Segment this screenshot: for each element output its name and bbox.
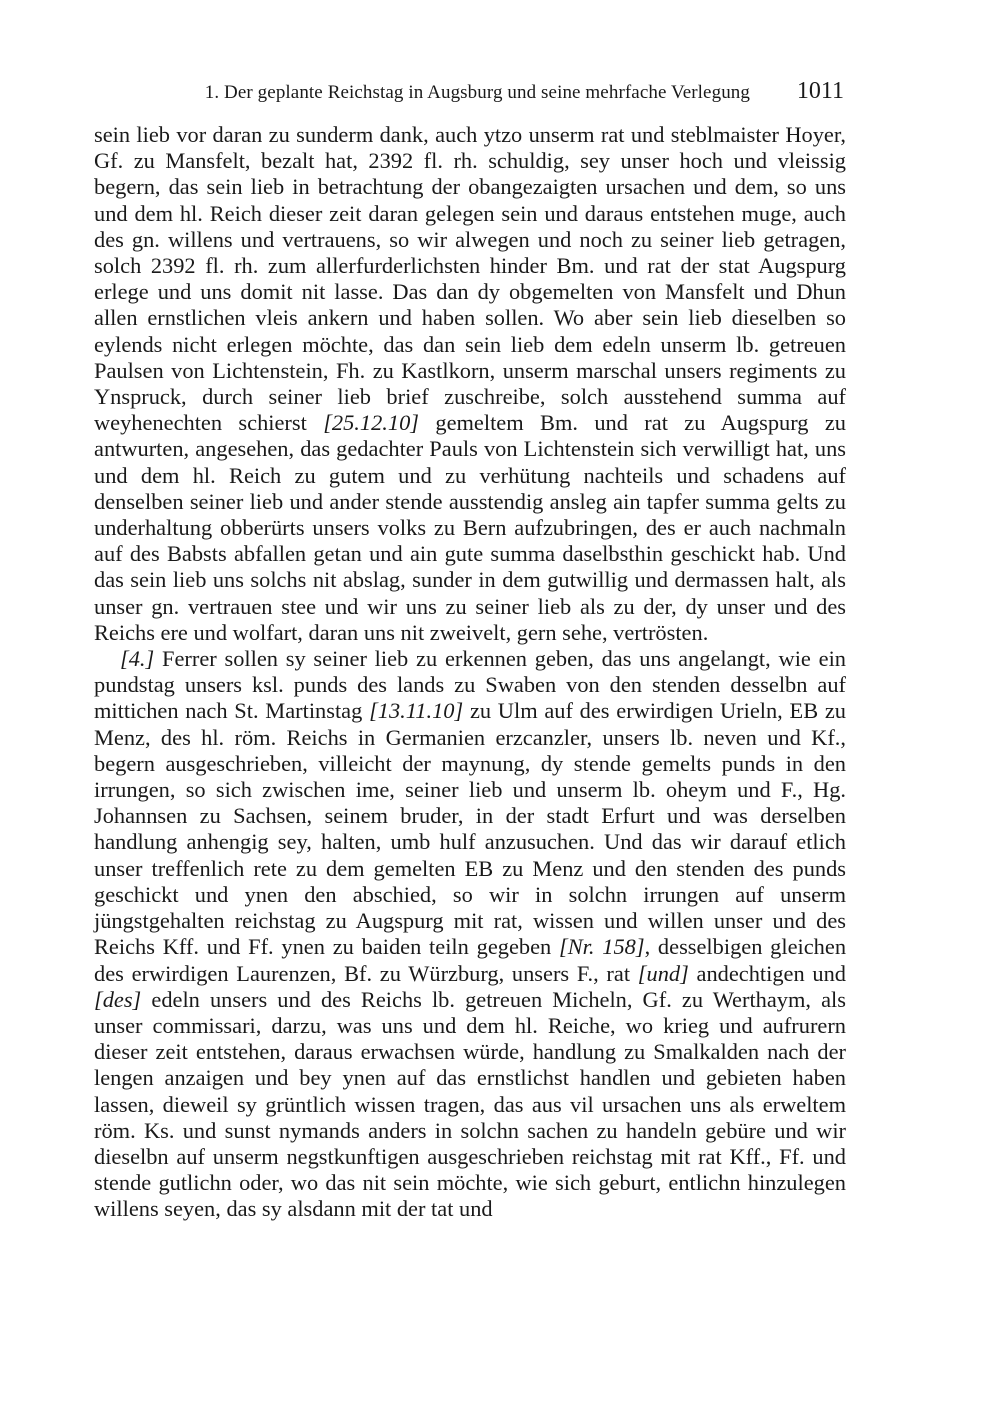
editorial-insertion: [und] — [637, 960, 689, 986]
text-run: sein lieb vor daran zu sunderm dank, auch ytzo unserm rat und steblmaister Hoyer, Gf. zu Mansfelt, bezalt hat, 2392 fl. rh. schuldig, sey unser hoch und vleissig begern, das sein lieb in betrachtung der obangezaigten ursachen und dem, so uns und dem hl. Reich dieser zeit daran gelegen sein und daraus entstehen muge, auch des gn. willens und vertrauens, so wir alwegen und noch zu seiner lieb getragen, solch 2392 fl. rh. zum allerfurderlichsten hinder Bm. und rat der stat Augspurg erlege und uns domit nit lasse. Das dan dy obgemelten von Mansfelt und Dhun allen ernstlichen vleis ankern und haben sollen. Wo aber sein lieb dieselben so eylends nicht erlegen möchte, das dan sein lieb dem edeln unserm lb. getreuen Paulsen von Lichtenstein, Fh. zu Kastlkorn, unserm marschal unsers regiments zu Ynspruck, durch seiner lieb brief zuschreibe, solch ausstehend summa auf weyhenechten schierst — [94, 122, 846, 436]
paragraph-continued — [94, 122, 846, 646]
text-run: zu Ulm auf des erwirdigen Urieln, EB zu Menz, des hl. röm. Reichs in Germanien erzcanzler, unsers lb. neven und Kf., begern ausgeschrieben, villeicht der maynung, dy stende gemelts punds in den irrungen, so sich zwischen ime, seiner lieb und unserm lb. oheym und F., Hg. Johannsen zu Sachsen, seinem bruder, in der stadt Erfurt und was derselben handlung anhengig sey, halten, umb hulf anzusuchen. Und das wir darauf etlich unser treffenlich rete zu dem gemelten EB zu Menz und den stenden des punds geschickt und ynen den abschied, so wir in solchn irrungen auf unserm jüngstgehalten reichstag zu Augspurg mit rat, wissen und willen unser und des Reichs Kff. und Ff. ynen zu baiden teiln gegeben — [94, 698, 846, 960]
body-text — [94, 122, 846, 1223]
editorial-date: [13.11.10] — [369, 698, 464, 724]
editorial-insertion: [des] — [94, 986, 142, 1012]
editorial-date: [25.12.10] — [323, 410, 419, 436]
running-header — [94, 78, 846, 108]
page-number: 1011 — [796, 78, 844, 104]
paragraph-number: [4.] — [120, 646, 155, 672]
text-run: edeln unsers und des Reichs lb. getreuen Micheln, Gf. zu Werthaym, als unser commissari, darzu, was uns und dem hl. Reiche, wo krieg und aufrurern dieser zeit entstehen, daraus erwachsen würde, handlung zu Smalkalden nach der lengen anzaigen und bey ynen auf das ernstlichst handlen und gebieten haben lassen, dieweil sy grüntlich wissen tragen, das aus vil ursachen uns als erweltem röm. Ks. und sunst nymands anders in solchn sachen zu handeln gebüre und wir dieselbn auf unserm negstkunftigen ausgeschrieben reichstag mit rat Kff., Ff. und stende gutlichn oder, wo das nit sein möchte, wie sich geburt, entlichn hinzulegen willens seyen, das sy alsdann mit der tat und — [94, 986, 846, 1222]
document-page — [94, 78, 846, 1223]
editorial-reference: [Nr. 158] — [559, 934, 645, 960]
paragraph-4 — [94, 646, 846, 1222]
text-run: gemeltem Bm. und rat zu Augspurg zu antwurten, angesehen, das gedachter Pauls von Lichtenstein sich verwilligt hat, uns und dem hl. Reich zu gutem und zu verhütung nachteils und schadens auf denselben seiner lieb und ander stende ausstendig ansleg ain tapfer summa gelts zu underhaltung obberürts unsers volks zu Bern aufzubringen, des er auch nachmaln auf des Babsts abfallen getan und ain gute summa daselbsthin geschickt hab. Und das sein lieb uns solchs nit abslag, sunder in dem gutwillig und dermassen halt, als unser gn. vertrauen stee und wir uns zu seiner lieb als zu der, dy unser und des Reichs ere und wolfart, daran uns nit zweivelt, gern sehe, vertrösten. — [94, 410, 846, 645]
text-run: Ferrer sollen sy seiner lieb zu erkennen geben, das uns angelangt, wie ein pundstag unsers ksl. punds des lands zu Swaben von den stenden desselbn auf mittichen nach St. Martinstag — [94, 646, 846, 724]
running-header-title: 1. Der geplante Reichstag in Augsburg und seine mehrfache Verlegung — [204, 82, 750, 103]
text-run: , desselbigen gleichen des erwirdigen Laurenzen, Bf. zu Würzburg, unsers F., rat — [94, 934, 847, 986]
text-run: andechtigen und — [688, 960, 847, 986]
